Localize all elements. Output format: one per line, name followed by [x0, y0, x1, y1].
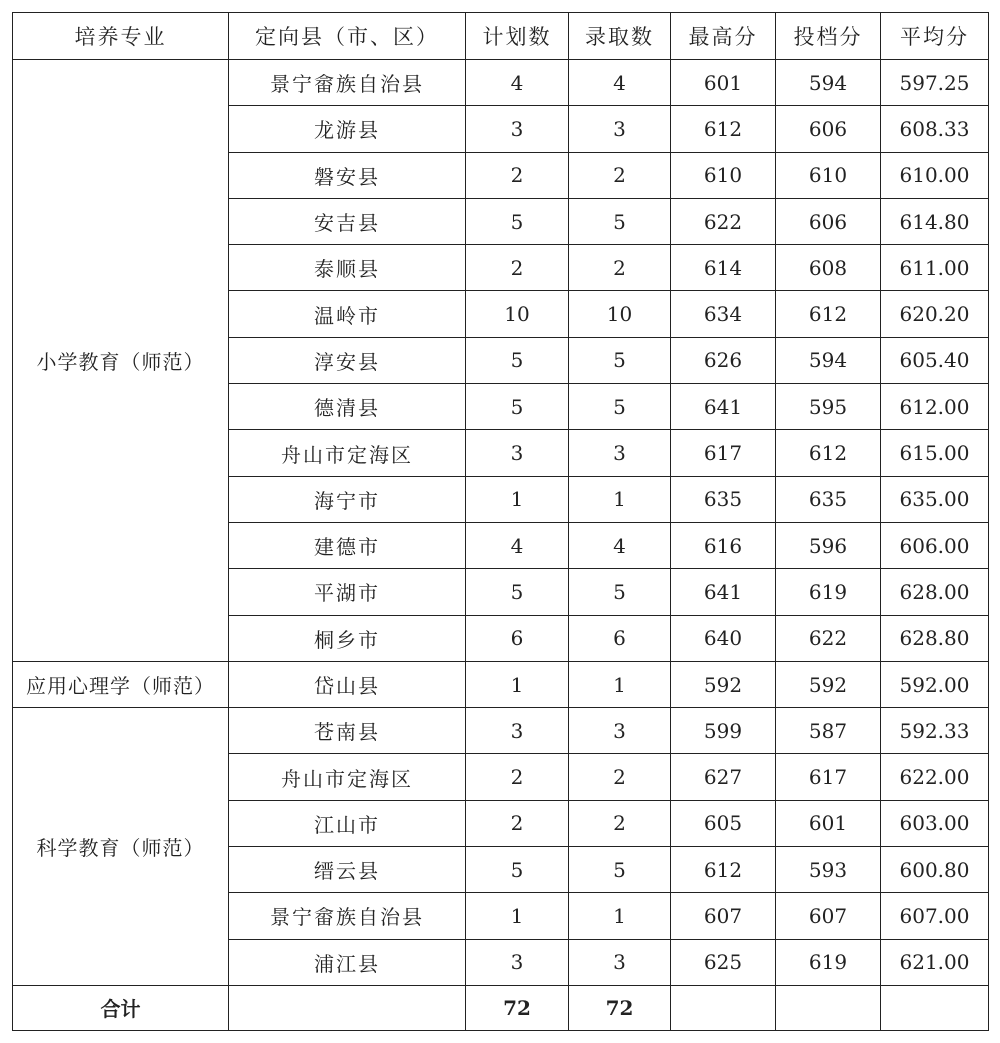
- county-cell: 建德市: [229, 522, 466, 568]
- plan-cell: 3: [466, 708, 569, 754]
- county-cell: 龙游县: [229, 106, 466, 152]
- max-score-cell: 605: [671, 800, 776, 846]
- admitted-cell: 3: [569, 708, 671, 754]
- county-cell: 桐乡市: [229, 615, 466, 661]
- max-score-cell: 592: [671, 661, 776, 707]
- cutoff-score-cell: 592: [776, 661, 881, 707]
- header-avg-score: 平均分: [881, 13, 989, 60]
- header-county: 定向县（市、区）: [229, 13, 466, 60]
- cutoff-score-cell: 635: [776, 476, 881, 522]
- total-county: [229, 985, 466, 1030]
- plan-cell: 5: [466, 384, 569, 430]
- plan-cell: 2: [466, 800, 569, 846]
- max-score-cell: 601: [671, 60, 776, 106]
- plan-cell: 4: [466, 60, 569, 106]
- county-cell: 舟山市定海区: [229, 754, 466, 800]
- plan-cell: 5: [466, 847, 569, 893]
- plan-cell: 5: [466, 569, 569, 615]
- admitted-cell: 3: [569, 939, 671, 985]
- avg-score-cell: 600.80: [881, 847, 989, 893]
- cutoff-score-cell: 593: [776, 847, 881, 893]
- admitted-cell: 6: [569, 615, 671, 661]
- admitted-cell: 1: [569, 893, 671, 939]
- admitted-cell: 2: [569, 152, 671, 198]
- table-row: [13, 661, 989, 707]
- plan-cell: 2: [466, 152, 569, 198]
- avg-score-cell: 592.00: [881, 661, 989, 707]
- admitted-cell: 4: [569, 60, 671, 106]
- max-score-cell: 617: [671, 430, 776, 476]
- avg-score-cell: 612.00: [881, 384, 989, 430]
- max-score-cell: 612: [671, 106, 776, 152]
- avg-score-cell: 592.33: [881, 708, 989, 754]
- admitted-cell: 5: [569, 569, 671, 615]
- major-cell: 应用心理学（师范）: [13, 661, 229, 707]
- cutoff-score-cell: 607: [776, 893, 881, 939]
- header-admitted: 录取数: [569, 13, 671, 60]
- county-cell: 安吉县: [229, 198, 466, 244]
- cutoff-score-cell: 606: [776, 106, 881, 152]
- plan-cell: 3: [466, 430, 569, 476]
- max-score-cell: 640: [671, 615, 776, 661]
- max-score-cell: 634: [671, 291, 776, 337]
- admitted-cell: 5: [569, 384, 671, 430]
- table-row: [13, 708, 989, 754]
- total-row: [13, 985, 989, 1030]
- county-cell: 缙云县: [229, 847, 466, 893]
- avg-score-cell: 615.00: [881, 430, 989, 476]
- plan-cell: 4: [466, 522, 569, 568]
- county-cell: 温岭市: [229, 291, 466, 337]
- max-score-cell: 599: [671, 708, 776, 754]
- cutoff-score-cell: 595: [776, 384, 881, 430]
- county-cell: 岱山县: [229, 661, 466, 707]
- avg-score-cell: 608.33: [881, 106, 989, 152]
- max-score-cell: 627: [671, 754, 776, 800]
- county-cell: 景宁畲族自治县: [229, 60, 466, 106]
- avg-score-cell: 622.00: [881, 754, 989, 800]
- max-score-cell: 622: [671, 198, 776, 244]
- admitted-cell: 5: [569, 847, 671, 893]
- admitted-cell: 2: [569, 245, 671, 291]
- admission-table: [12, 12, 989, 1031]
- plan-cell: 2: [466, 754, 569, 800]
- cutoff-score-cell: 612: [776, 430, 881, 476]
- county-cell: 淳安县: [229, 337, 466, 383]
- avg-score-cell: 614.80: [881, 198, 989, 244]
- admitted-cell: 2: [569, 800, 671, 846]
- plan-cell: 2: [466, 245, 569, 291]
- cutoff-score-cell: 612: [776, 291, 881, 337]
- avg-score-cell: 605.40: [881, 337, 989, 383]
- admitted-cell: 3: [569, 106, 671, 152]
- table-row: [13, 60, 989, 106]
- avg-score-cell: 611.00: [881, 245, 989, 291]
- total-cutoff: [776, 985, 881, 1030]
- header-plan: 计划数: [466, 13, 569, 60]
- admitted-cell: 1: [569, 661, 671, 707]
- avg-score-cell: 597.25: [881, 60, 989, 106]
- max-score-cell: 607: [671, 893, 776, 939]
- county-cell: 海宁市: [229, 476, 466, 522]
- county-cell: 江山市: [229, 800, 466, 846]
- max-score-cell: 635: [671, 476, 776, 522]
- major-cell: 科学教育（师范）: [13, 708, 229, 986]
- avg-score-cell: 620.20: [881, 291, 989, 337]
- cutoff-score-cell: 619: [776, 569, 881, 615]
- major-cell: 小学教育（师范）: [13, 60, 229, 662]
- admitted-cell: 3: [569, 430, 671, 476]
- header-cutoff-score: 投档分: [776, 13, 881, 60]
- plan-cell: 3: [466, 106, 569, 152]
- avg-score-cell: 628.80: [881, 615, 989, 661]
- max-score-cell: 612: [671, 847, 776, 893]
- cutoff-score-cell: 594: [776, 337, 881, 383]
- county-cell: 德清县: [229, 384, 466, 430]
- max-score-cell: 625: [671, 939, 776, 985]
- admitted-cell: 2: [569, 754, 671, 800]
- plan-cell: 10: [466, 291, 569, 337]
- avg-score-cell: 628.00: [881, 569, 989, 615]
- plan-cell: 5: [466, 198, 569, 244]
- total-plan: 72: [466, 985, 569, 1030]
- admitted-cell: 5: [569, 198, 671, 244]
- header-row: [13, 13, 989, 60]
- header-major: 培养专业: [13, 13, 229, 60]
- admitted-cell: 10: [569, 291, 671, 337]
- total-avg: [881, 985, 989, 1030]
- county-cell: 平湖市: [229, 569, 466, 615]
- avg-score-cell: 607.00: [881, 893, 989, 939]
- plan-cell: 5: [466, 337, 569, 383]
- avg-score-cell: 621.00: [881, 939, 989, 985]
- max-score-cell: 616: [671, 522, 776, 568]
- county-cell: 景宁畲族自治县: [229, 893, 466, 939]
- total-admitted: 72: [569, 985, 671, 1030]
- plan-cell: 3: [466, 939, 569, 985]
- max-score-cell: 614: [671, 245, 776, 291]
- county-cell: 舟山市定海区: [229, 430, 466, 476]
- cutoff-score-cell: 622: [776, 615, 881, 661]
- admitted-cell: 5: [569, 337, 671, 383]
- plan-cell: 1: [466, 893, 569, 939]
- county-cell: 泰顺县: [229, 245, 466, 291]
- cutoff-score-cell: 608: [776, 245, 881, 291]
- plan-cell: 1: [466, 661, 569, 707]
- total-max: [671, 985, 776, 1030]
- avg-score-cell: 606.00: [881, 522, 989, 568]
- county-cell: 苍南县: [229, 708, 466, 754]
- max-score-cell: 610: [671, 152, 776, 198]
- plan-cell: 1: [466, 476, 569, 522]
- cutoff-score-cell: 601: [776, 800, 881, 846]
- avg-score-cell: 635.00: [881, 476, 989, 522]
- cutoff-score-cell: 610: [776, 152, 881, 198]
- avg-score-cell: 610.00: [881, 152, 989, 198]
- cutoff-score-cell: 596: [776, 522, 881, 568]
- admitted-cell: 1: [569, 476, 671, 522]
- avg-score-cell: 603.00: [881, 800, 989, 846]
- max-score-cell: 641: [671, 569, 776, 615]
- max-score-cell: 626: [671, 337, 776, 383]
- max-score-cell: 641: [671, 384, 776, 430]
- county-cell: 浦江县: [229, 939, 466, 985]
- county-cell: 磐安县: [229, 152, 466, 198]
- cutoff-score-cell: 587: [776, 708, 881, 754]
- cutoff-score-cell: 617: [776, 754, 881, 800]
- header-max-score: 最高分: [671, 13, 776, 60]
- total-label: 合计: [13, 985, 229, 1030]
- cutoff-score-cell: 619: [776, 939, 881, 985]
- cutoff-score-cell: 594: [776, 60, 881, 106]
- plan-cell: 6: [466, 615, 569, 661]
- cutoff-score-cell: 606: [776, 198, 881, 244]
- admitted-cell: 4: [569, 522, 671, 568]
